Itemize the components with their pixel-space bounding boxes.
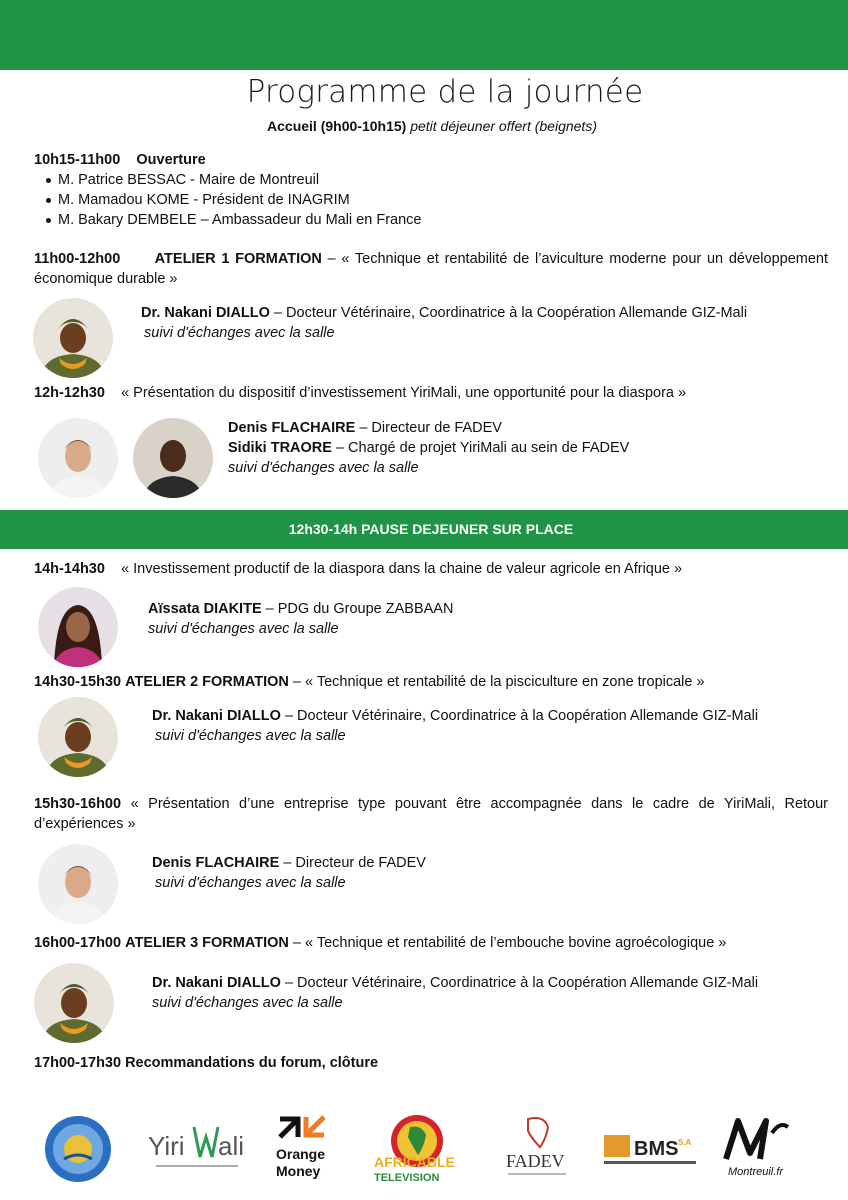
follow-note: suivi d'échanges avec la salle (228, 460, 419, 476)
orange-text: Orange (276, 1146, 326, 1162)
session-4-atelier: ATELIER 2 FORMATION (125, 674, 289, 690)
session-2-heading (34, 383, 828, 403)
bms-sa-text: S.A (678, 1138, 692, 1147)
session-3-time: 14h-14h30 (34, 561, 105, 577)
money-text: Money (276, 1163, 321, 1179)
speaker-role: – Docteur Vétérinaire, Coordinatrice à la Coopération Allemande GIZ-Mali (273, 305, 748, 321)
speaker-name: Dr. Nakani DIALLO (152, 708, 281, 724)
session-6-speaker (152, 973, 758, 1013)
portrait-woman-headwrap-icon (34, 963, 114, 1043)
session-6-atelier: ATELIER 3 FORMATION (125, 935, 289, 951)
fadev-text: FADEV (506, 1151, 565, 1171)
speaker-role: – Docteur Vétérinaire, Coordinatrice à la Coopération Allemande GIZ-Mali (284, 975, 759, 991)
closing-text: 17h00-17h30 Recommandations du forum, clôture (34, 1055, 379, 1071)
speaker-name: Aïssata DIAKITE (148, 601, 262, 617)
list-item: M. Bakary DEMBELE – Ambassadeur du Mali en France (34, 210, 421, 230)
list-item: M. Patrice BESSAC - Maire de Montreuil (34, 170, 421, 190)
top-header-bar (0, 0, 848, 70)
yirimali-text-2: ali (218, 1131, 245, 1161)
speaker-name: Dr. Nakani DIALLO (152, 975, 281, 991)
speaker-1-name: Denis FLACHAIRE (228, 420, 356, 436)
session-2-time: 12h-12h30 (34, 385, 105, 401)
africable-television-logo (372, 1113, 462, 1183)
session-1-heading (34, 249, 828, 289)
follow-note: suivi d'échanges avec la salle (155, 728, 346, 744)
welcome-time: Accueil (9h00-10h15) (267, 118, 407, 134)
welcome-line (0, 118, 848, 134)
yirimali-text: Yiri (148, 1131, 185, 1161)
list-item: M. Mamadou KOME - Président de INAGRIM (34, 190, 421, 210)
page-title: Programme de la journée (246, 74, 644, 110)
opening-label: Ouverture (136, 152, 206, 168)
session-2-speakers (228, 418, 629, 478)
speaker-2-role: – Chargé de projet YiriMali au sein de FADEV (335, 440, 630, 456)
avatar-nakani-diallo (34, 963, 114, 1043)
welcome-note: petit déjeuner offert (beignets) (410, 118, 597, 134)
session-1-time: 11h00-12h00 (34, 251, 121, 267)
follow-note: suivi d'échanges avec la salle (152, 995, 343, 1011)
opening-time: 10h15-11h00 (34, 152, 121, 168)
speaker-1-role: – Directeur de FADEV (359, 420, 502, 436)
avatar-denis-flachaire (38, 418, 118, 498)
avatar-nakani-diallo (33, 298, 113, 378)
session-6-time: 16h00-17h00 (34, 935, 122, 951)
avatar-aissata-diakite (38, 587, 118, 667)
speaker-role: – PDG du Groupe ZABBAAN (265, 601, 454, 617)
session-5-subject: « Présentation d’une entreprise type pouvant être accompagnée dans le cadre de YiriMali, Retour d’expériences » (34, 796, 829, 832)
opening-heading (34, 150, 828, 170)
session-1-speaker (141, 303, 747, 343)
television-text: TELEVISION (374, 1172, 440, 1183)
portrait-woman-icon (38, 587, 118, 667)
session-4-time: 14h30-15h30 (34, 674, 122, 690)
session-4-heading (34, 672, 828, 692)
portrait-man-icon (38, 844, 118, 924)
fadev-logo (504, 1113, 570, 1183)
avatar-nakani-diallo (38, 697, 118, 777)
session-3-speaker (148, 599, 453, 639)
portrait-woman-headwrap-icon (33, 298, 113, 378)
avatar-denis-flachaire (38, 844, 118, 924)
portrait-woman-headwrap-icon (38, 697, 118, 777)
follow-note: suivi d'échanges avec la salle (155, 875, 346, 891)
yirimali-logo (148, 1111, 248, 1181)
session-5-speaker (152, 853, 426, 893)
session-3-subject: « Investissement productif de la diaspora dans la chaine de valeur agricole en Afrique » (121, 561, 683, 577)
portrait-man-icon (38, 418, 118, 498)
bms-text: BMS (634, 1138, 679, 1160)
session-1-atelier: ATELIER 1 FORMATION (154, 251, 322, 267)
avatar-sidiki-traore (133, 418, 213, 498)
session-6-subject: – « Technique et rentabilité de l’embouche bovine agroécologique » (292, 935, 727, 951)
montreuil-text: Montreuil.fr (728, 1166, 784, 1178)
session-4-subject: – « Technique et rentabilité de la pisciculture en zone tropicale » (292, 674, 705, 690)
lunch-break-banner: 12h30-14h PAUSE DEJEUNER SUR PLACE (0, 510, 848, 549)
follow-note: suivi d'échanges avec la salle (144, 325, 335, 341)
africable-text: AFRICABLE (374, 1154, 455, 1170)
speaker-2-name: Sidiki TRAORE (228, 440, 332, 456)
closing-line (34, 1053, 828, 1073)
session-3-heading (34, 559, 828, 579)
speaker-name: Denis FLACHAIRE (152, 855, 280, 871)
speaker-role: – Docteur Vétérinaire, Coordinatrice à la Coopération Allemande GIZ-Mali (284, 708, 759, 724)
opening-speaker-list (34, 170, 421, 230)
session-6-heading (34, 933, 828, 953)
mali-republic-seal-logo (44, 1115, 112, 1183)
session-5-heading (34, 794, 828, 834)
portrait-man-icon (133, 418, 213, 498)
speaker-role: – Directeur de FADEV (283, 855, 426, 871)
bms-bank-logo (604, 1129, 696, 1169)
partner-logos (0, 1105, 848, 1185)
session-2-subject: « Présentation du dispositif d’investissement YiriMali, une opportunité pour la diaspora » (121, 385, 687, 401)
follow-note: suivi d'échanges avec la salle (148, 621, 339, 637)
montreuil-logo (722, 1113, 796, 1179)
session-4-speaker (152, 706, 758, 746)
session-5-time: 15h30-16h00 (34, 796, 122, 812)
speaker-name: Dr. Nakani DIALLO (141, 305, 270, 321)
orange-money-logo (276, 1113, 336, 1179)
session-1-subject: – « Technique et rentabilité de l’aviculture moderne pour un développement économique durable » (34, 251, 829, 287)
